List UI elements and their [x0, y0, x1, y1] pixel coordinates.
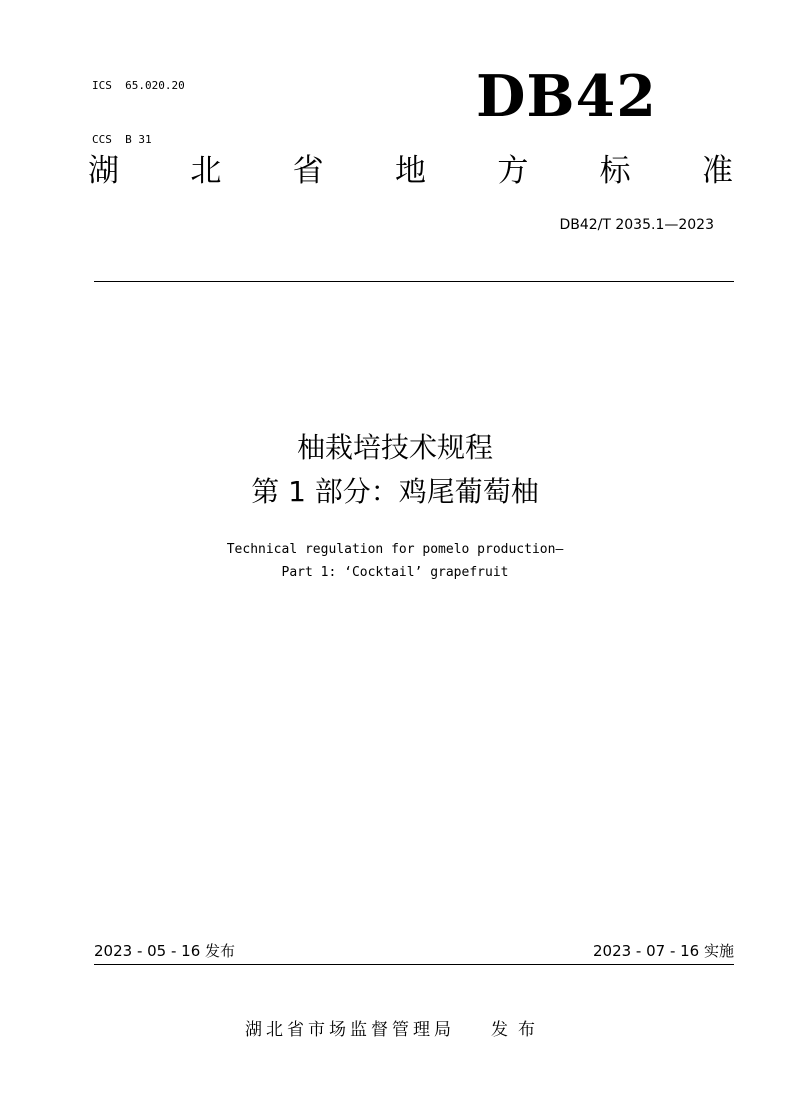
english-title	[0, 538, 790, 584]
title-en-line1: Technical regulation for pomelo production—	[226, 542, 564, 557]
title-zh-line2: 第 1 部分：鸡尾葡萄柚	[251, 475, 539, 508]
publisher-organization: 湖北省市场监督管理局	[245, 1020, 455, 1040]
standard-number: DB42/T 2035.1—2023	[559, 217, 714, 233]
standard-type-char: 方	[497, 153, 529, 189]
top-divider	[94, 281, 734, 282]
standard-type-char: 省	[292, 153, 324, 189]
title-block	[0, 426, 790, 584]
standard-type-char: 地	[394, 153, 426, 189]
issue-date: 2023 - 05 - 16 发布	[94, 942, 236, 960]
bottom-divider	[94, 964, 734, 965]
ics-code: ICS 65.020.20	[92, 79, 185, 92]
ccs-code: CCS B 31	[92, 133, 152, 146]
standard-type-char: 湖	[88, 153, 119, 189]
standard-type-char: 北	[190, 153, 222, 189]
db-mark: DB42	[476, 63, 657, 130]
implementation-date: 2023 - 07 - 16 实施	[592, 942, 734, 960]
publisher-line	[0, 1017, 790, 1043]
title-en-line2: Part 1: ‘Cocktail’ grapefruit	[281, 565, 509, 580]
standard-type-char: 准	[701, 153, 733, 189]
date-row	[94, 940, 734, 962]
title-zh-line1: 柚栽培技术规程	[296, 431, 493, 464]
publish-action: 发布	[491, 1020, 545, 1040]
standard-type	[88, 148, 733, 194]
standard-type-char: 标	[599, 153, 631, 189]
